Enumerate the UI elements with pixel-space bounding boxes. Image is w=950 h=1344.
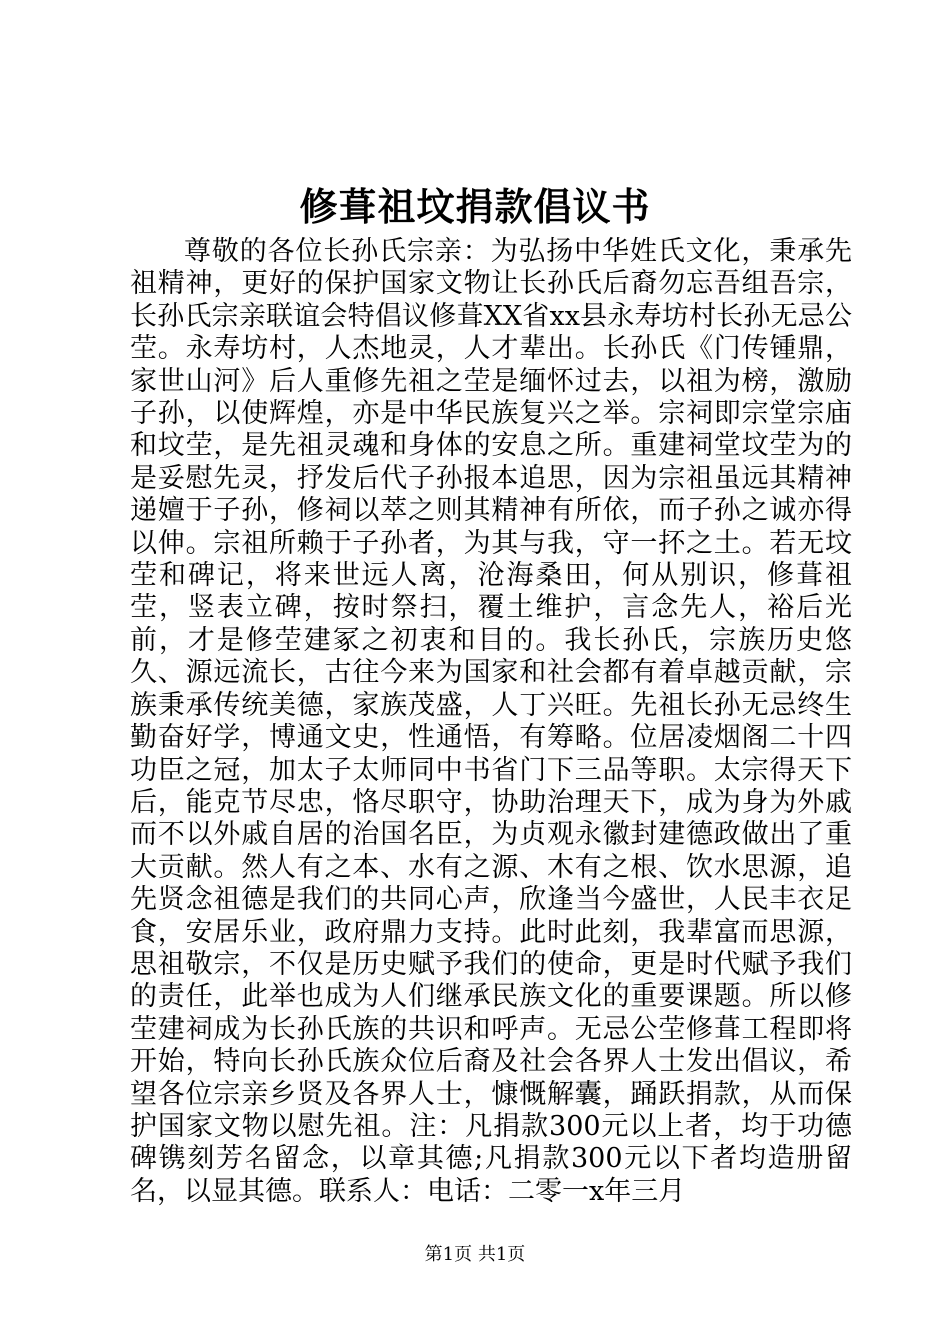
page-footer: 第1页 共1页 (424, 1244, 526, 1265)
document-title: 修葺祖坟捐款倡议书 (299, 184, 651, 229)
document-body: 尊敬的各位长孙氏宗亲：为弘扬中华姓氏文化，秉承先祖精神，更好的保护国家文物让长孙氏后裔勿忘吾组吾宗，长孙氏宗亲联谊会特倡议修葺XX省xx县永寿坊村长孙无忌公茔。永寿坊村，人杰地灵，人才辈出。长孙氏《门传锺鼎，家世山河》后人重修先祖之茔是缅怀过去，以祖为榜，激励子孙，以使辉煌，亦是中华民族复兴之举。宗祠即宗堂宗庙和坟茔，是先祖灵魂和身体的安息之所。重建祠堂坟茔为的是妥慰先灵，抒发后代子孙报本追思，因为宗祖虽远其精神递嬗于子孙，修祠以萃之则其精神有所依，而子孙之诚亦得以伸。宗祖所赖于子孙者，为其与我，守一抔之土。若无坟茔和碑记，将来世远人离，沧海桑田，何从别识，修葺祖茔，竖表立碑，按时祭扫，覆土维护，言念先人，裕后光前，才是修茔建冢之初衷和目的。我长孙氏，宗族历史悠久、源远流长，古往今来为国家和社会都有着卓越贡献，宗族秉承传统美德，家族茂盛，人丁兴旺。先祖长孙无忌终生勤奋好学，博通文史，性通悟，有筹略。位居凌烟阁二十四功臣之冠，加太子太师同中书省门下三品等职。太宗得天下后，能克节尽忠，恪尽职守，协助治理天下，成为身为外戚而不以外戚自居的治国名臣，为贞观永徽封建德政做出了重大贡献。然人有之本、水有之源、木有之根、饮水思源，追先贤念祖德是我们的共同心声，欣逢当今盛世，人民丰衣足食，安居乐业，政府鼎力支持。此时此刻，我辈富而思源，思祖敬宗，不仅是历史赋予我们的使命，更是时代赋予我们的责任，此举也成为人们继承民族文化的重要课题。所以修茔建祠成为长孙氏族的共识和呼声。无忌公茔修葺工程即将开始，特向长孙氏族众位后裔及社会各界人士发出倡议，希望各位宗亲乡贤及各界人士，慷慨解囊，踊跃捐款，从而保护国家文物以慰先祖。注：凡捐款300元以上者，均于功德碑镌刻芳名留念，以章其德;凡捐款300元以下者均造册留名，以显其德。联系人：电话：二零一x年三月 (130, 236, 852, 1207)
